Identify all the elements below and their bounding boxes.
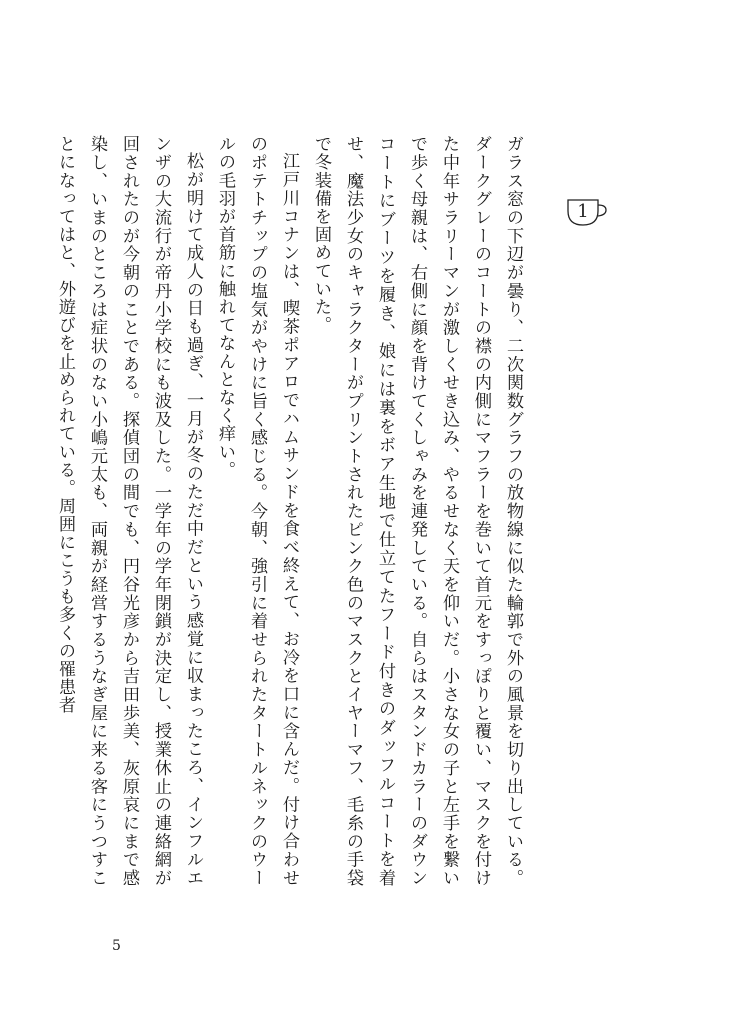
page-number: 5 bbox=[112, 938, 121, 954]
paragraph: ガラス窓の下辺が曇り、二次関数グラフの放物線に似た輪郭で外の風景を切り出している。ダークグレーのコートの襟の内側にマフラーを巻いて首元をすっぽりと覆い、マスクを付けた中年サラリーマンが激しくせき込み、やるせなく天を仰いだ。小さな女の子と左手を繋いで歩く母親は、右側に顔を背けてくしゃみを連発している。自らはスタンドカラーのダウンコートにブーツを履き、娘には裏をボア生地で仕立てたフード付きのダッフルコートを着せ、魔法少女のキャラクターがプリントされたピンク色のマスクとイヤーマフ、毛糸の手袋で冬装備を固めていた。 bbox=[311, 135, 523, 887]
paragraph: 江戸川コナンは、喫茶ポアロでハムサンドを食べ終えて、お冷を口に含んだ。付け合わせのポテトチップの塩気がやけに旨く感じる。今朝、強引に着せられたタートルネックのウールの毛羽が首筋に触れてなんとなく痒い。 bbox=[215, 135, 299, 887]
paragraph: 松が明けて成人の日も過ぎ、一月が冬のただ中だという感覚に収まったころ、インフルエンザの大流行が帝丹小学校にも波及した。一学年の学年閉鎖が決定し、授業休止の連絡網が回されたのが今朝のことである。探偵団の間でも、円谷光彦から吉田歩美、灰原哀にまで感染し、いまのところは症状のない小嶋元太も、両親が経営するうなぎ屋に来る客にうつすことになってはと、外遊びを止められている。周囲にこうも多くの罹患者 bbox=[55, 135, 203, 887]
chapter-number: 1 bbox=[577, 201, 589, 222]
chapter-badge bbox=[566, 197, 608, 227]
body-text bbox=[49, 135, 529, 887]
